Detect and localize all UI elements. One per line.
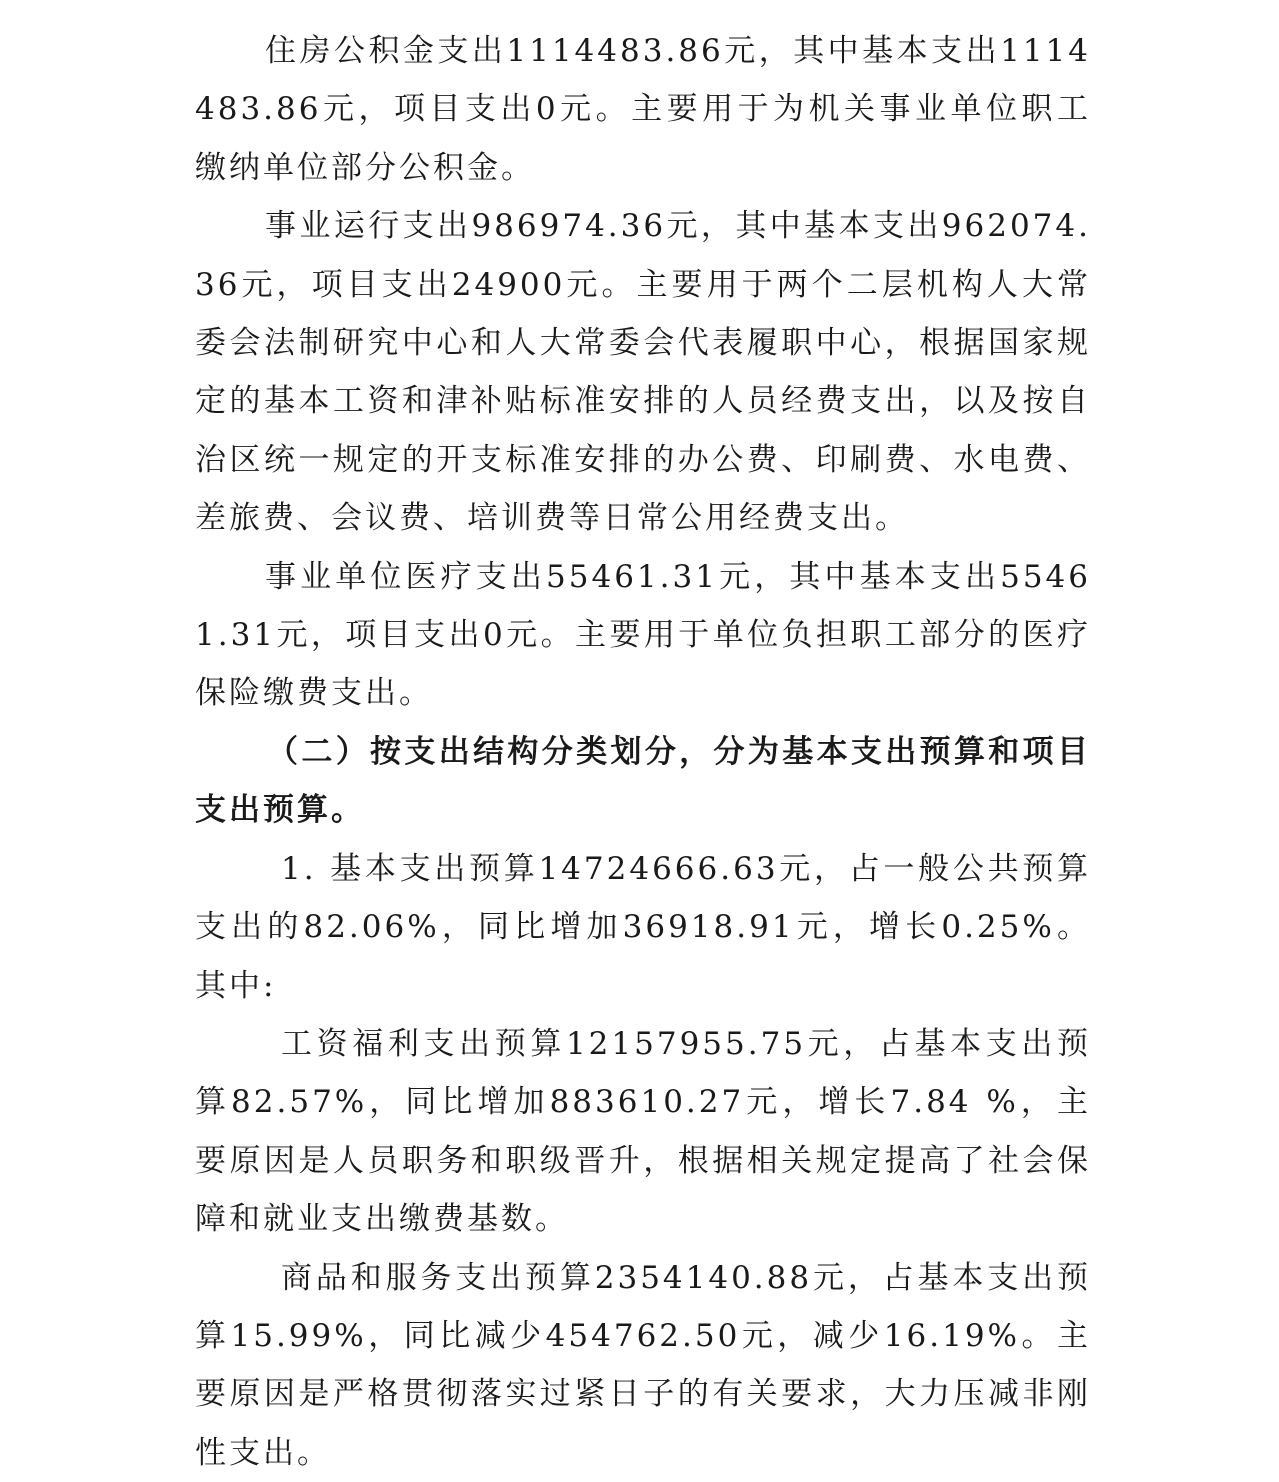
paragraph-wage-welfare: 工资福利支出预算12157955.75元，占基本支出预算82.57%，同比增加883610.27元，增长7.84 %，主要原因是人员职务和职级晋升，根据相关规定提高了社会保障和就业支出缴费基数。: [195, 1025, 1091, 1238]
document-page: [195, 22, 1091, 1482]
section-heading: （二）按支出结构分类划分，分为基本支出预算和项目支出预算。: [195, 733, 1091, 829]
paragraph-basic-budget: 1. 基本支出预算14724666.63元，占一般公共预算支出的82.06%，同比增加36918.91元，增长0.25%。其中:: [195, 850, 1091, 1004]
paragraph-housing-fund: 住房公积金支出1114483.86元，其中基本支出1114483.86元，项目支出0元。主要用于为机关事业单位职工缴纳单位部分公积金。: [195, 33, 1091, 186]
paragraph-goods-services: 商品和服务支出预算2354140.88元，占基本支出预算15.99%，同比减少454762.50元，减少16.19%。主要原因是严格贯彻落实过紧日子的有关要求，大力压减非刚性支出。: [195, 1259, 1091, 1471]
paragraph-medical-expense: 事业单位医疗支出55461.31元，其中基本支出55461.31元，项目支出0元。主要用于单位负担职工部分的医疗保险缴费支出。: [195, 558, 1091, 712]
paragraph-operating-expense: 事业运行支出986974.36元，其中基本支出962074.36元，项目支出24900元。主要用于两个二层机构人大常委会法制研究中心和人大常委会代表履职中心，根据国家规定的基本工资和津补贴标准安排的人员经费支出，以及按自治区统一规定的开支标准安排的办公费、印刷费、水电费、差旅费、会议费、培训费等日常公用经费支出。: [195, 208, 1091, 537]
